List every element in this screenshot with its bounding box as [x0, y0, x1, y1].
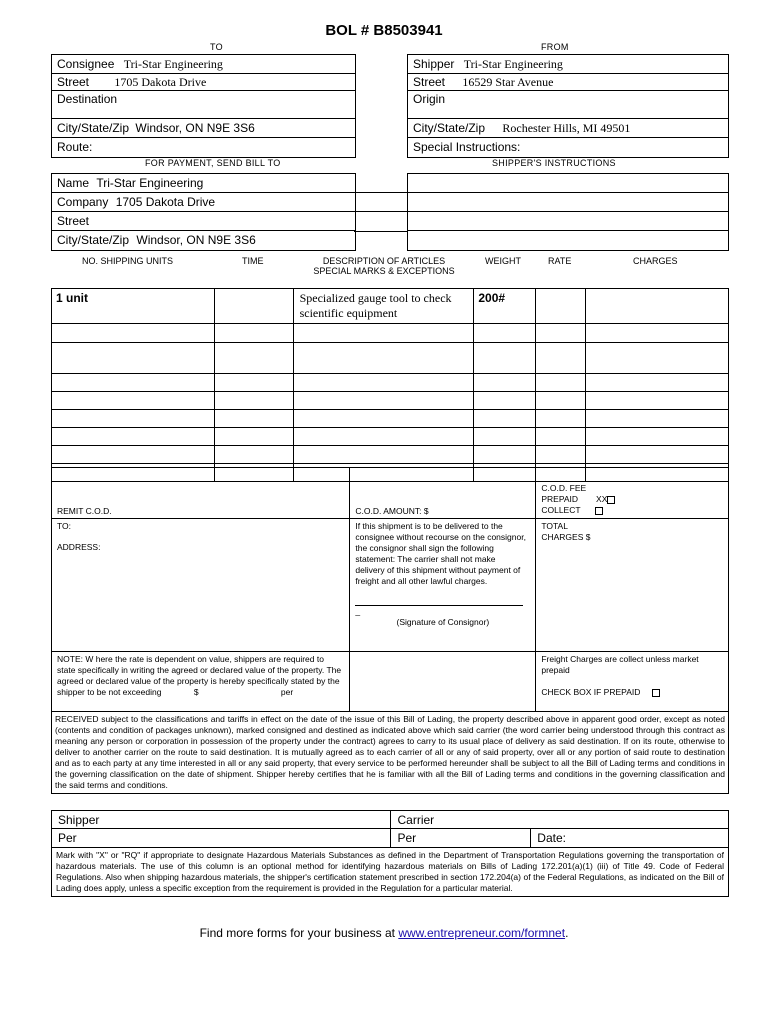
- col-description-line1: DESCRIPTION OF ARTICLES: [322, 256, 446, 266]
- cell[interactable]: [586, 428, 729, 446]
- cod-address-label: ADDRESS:: [57, 542, 101, 552]
- shipper-value: Tri-Star Engineering: [463, 57, 563, 71]
- cell[interactable]: [52, 392, 215, 410]
- description-cell[interactable]: Specialized gauge tool to check scientific equipment: [293, 289, 474, 324]
- cod-section: [51, 467, 729, 794]
- col-charges: CHARGES: [633, 256, 678, 266]
- charges-cell[interactable]: [586, 289, 729, 324]
- city-value: Windsor, ON N9E 3S6: [135, 121, 255, 135]
- instruction-line-3[interactable]: [408, 212, 728, 231]
- col-units: NO. SHIPPING UNITS: [82, 256, 174, 266]
- shipper-instructions-box: [407, 173, 729, 251]
- cell[interactable]: [536, 410, 586, 428]
- route-label: Route:: [57, 140, 93, 154]
- signoff-table: [51, 810, 729, 897]
- note-middle-cell: [350, 652, 536, 712]
- street-label: Street: [413, 75, 446, 89]
- consignee-label: Consignee: [57, 57, 115, 71]
- city-label: City/State/Zip: [57, 121, 130, 135]
- cell[interactable]: [214, 343, 293, 374]
- cod-fee-cell: [536, 468, 729, 519]
- cell[interactable]: [536, 392, 586, 410]
- footer: [0, 926, 768, 940]
- col-description-line2: SPECIAL MARKS & EXCEPTIONS: [313, 266, 455, 276]
- consignee-street-row[interactable]: [52, 74, 355, 91]
- name-label: Name: [57, 176, 90, 190]
- cell[interactable]: [52, 446, 215, 464]
- cell[interactable]: [474, 428, 536, 446]
- cell[interactable]: [586, 324, 729, 343]
- received-terms: RECEIVED subject to the classifications and tariffs in effect on the date of the issue of this Bill of Lading, the property described above in apparent good order, except as noted (contents and condition of packages unknown), marked consigned and destined as indicated above which said carrier (the word carrier being understood through this contract as meaning any person or corporation in possession of the property under the contract) agrees to carry to its usual place of delivery as said destination. If on its route, otherwise to deliver to another carrier on the route to said destination. It is mutually agreed as to each carrier of all or any of said property, over all or any portion of said route to destination and as to each party at any time interested in all or any said property, that every service to be performed hereunder shall be subject to all the Bill of Lading terms and conditions in the governing classification on the date of shipment. Shipper hereby certifies that he is familiar with all the Bill of Lading terms and conditions in the governing classification and the said terms and conditions.: [52, 712, 729, 794]
- street-label: Street: [57, 214, 90, 228]
- cell[interactable]: [586, 374, 729, 392]
- street-value: 16529 Star Avenue: [462, 75, 554, 89]
- note-dollar: $: [193, 687, 199, 697]
- cell[interactable]: [474, 374, 536, 392]
- cell[interactable]: [474, 446, 536, 464]
- cell[interactable]: [293, 428, 474, 446]
- prepaid-checkbox-row[interactable]: [541, 687, 723, 698]
- company-label: Company: [57, 195, 109, 209]
- cell[interactable]: [293, 374, 474, 392]
- shipper-sign-cell[interactable]: Shipper: [52, 811, 391, 829]
- table-row: [52, 428, 729, 446]
- bill-street-row[interactable]: [52, 212, 355, 231]
- check-box-label: CHECK BOX IF PREPAID: [541, 687, 641, 697]
- date-cell[interactable]: Date:: [531, 829, 729, 848]
- carrier-sign-cell[interactable]: Carrier: [391, 811, 729, 829]
- cell[interactable]: [536, 343, 586, 374]
- cell[interactable]: [474, 392, 536, 410]
- cell[interactable]: [214, 374, 293, 392]
- signature-dash: _: [355, 606, 361, 616]
- instruction-line-4[interactable]: [408, 231, 728, 250]
- cod-to-label: TO:: [57, 521, 72, 531]
- bill-name-row[interactable]: [52, 174, 355, 193]
- origin-label: Origin: [413, 92, 446, 106]
- cell[interactable]: [52, 374, 215, 392]
- footer-text: Find more forms for your business at: [199, 926, 399, 940]
- cell[interactable]: [536, 446, 586, 464]
- note-per: per: [280, 687, 294, 697]
- shipper-row[interactable]: [408, 55, 728, 74]
- total-charges-label[interactable]: CHARGES $: [541, 532, 591, 542]
- cell[interactable]: [52, 324, 215, 343]
- prepaid-checkbox[interactable]: [607, 496, 615, 504]
- from-header: FROM: [541, 42, 569, 52]
- city-label: City/State/Zip: [413, 121, 486, 135]
- company-value: 1705 Dakota Drive: [115, 195, 216, 209]
- cell[interactable]: [586, 410, 729, 428]
- prepaid-row[interactable]: [541, 494, 723, 505]
- bill-city-row[interactable]: [52, 231, 355, 250]
- col-weight: WEIGHT: [485, 256, 521, 266]
- city-value: Windsor, ON N9E 3S6: [136, 233, 256, 247]
- prepaid-label: PREPAID: [541, 494, 579, 504]
- total-label: TOTAL: [541, 521, 568, 531]
- table-row: [52, 289, 729, 324]
- signature-label: (Signature of Consignor): [396, 617, 490, 627]
- col-time: TIME: [242, 256, 264, 266]
- destination-row[interactable]: [52, 91, 355, 119]
- destination-label: Destination: [57, 92, 118, 106]
- shipper-city-row[interactable]: [408, 119, 728, 138]
- footer-period: .: [565, 926, 569, 940]
- cell[interactable]: [52, 343, 215, 374]
- cell[interactable]: [214, 392, 293, 410]
- consignee-box: [51, 54, 356, 158]
- cell[interactable]: [52, 410, 215, 428]
- table-row: [52, 324, 729, 343]
- cell[interactable]: [474, 324, 536, 343]
- instruction-line-2[interactable]: [408, 193, 728, 212]
- table-row: [52, 343, 729, 374]
- col-rate: RATE: [548, 256, 572, 266]
- street-label: Street: [57, 75, 90, 89]
- consignor-statement-cell: [350, 519, 536, 652]
- cod-amount-label[interactable]: C.O.D. AMOUNT: $: [350, 468, 536, 519]
- consignor-statement: If this shipment is to be delivered to the consignee without recourse on the consignor, the consignor shall sign the following statement: The carrier shall not make delivery of this shipment without payment of freight and all other lawful charges.: [355, 521, 526, 586]
- col-description: [300, 256, 468, 276]
- cell[interactable]: [293, 343, 474, 374]
- to-header: TO: [210, 42, 223, 52]
- collect-checkbox[interactable]: [595, 507, 603, 515]
- units-cell[interactable]: 1 unit: [52, 289, 215, 324]
- cod-address-cell[interactable]: [52, 519, 350, 652]
- cell[interactable]: [536, 324, 586, 343]
- table-row: [52, 446, 729, 464]
- bill-company-row[interactable]: [52, 193, 355, 212]
- bill-to-box: [51, 173, 356, 251]
- cell[interactable]: [586, 343, 729, 374]
- bol-title: BOL # B8503941: [325, 22, 443, 39]
- note-cell: [52, 652, 350, 712]
- entrepreneur-link[interactable]: www.entrepreneur.com/formnet: [398, 926, 566, 940]
- instruction-line-1[interactable]: [408, 174, 728, 193]
- special-instructions-label: Special Instructions:: [413, 140, 521, 154]
- freight-cell: [536, 652, 729, 712]
- origin-row[interactable]: [408, 91, 728, 119]
- collect-row[interactable]: [541, 505, 723, 516]
- shipper-label: Shipper: [413, 57, 455, 71]
- special-instructions-row[interactable]: [408, 138, 728, 157]
- table-row: [52, 392, 729, 410]
- cell[interactable]: [536, 428, 586, 446]
- street-value: 1705 Dakota Drive: [114, 75, 207, 89]
- cell[interactable]: [586, 446, 729, 464]
- total-charges-cell: [536, 519, 729, 652]
- freight-charges-note: Freight Charges are collect unless market prepaid: [541, 654, 699, 675]
- collect-label: COLLECT: [541, 505, 581, 515]
- table-row: [52, 410, 729, 428]
- cell[interactable]: [586, 392, 729, 410]
- cell[interactable]: [52, 428, 215, 446]
- cell[interactable]: [293, 392, 474, 410]
- shipper-box: [407, 54, 729, 158]
- consignee-value: Tri-Star Engineering: [123, 57, 223, 71]
- cell[interactable]: [474, 343, 536, 374]
- table-row: [52, 374, 729, 392]
- prepaid-mark: XX: [596, 494, 608, 504]
- cell[interactable]: [293, 410, 474, 428]
- cell[interactable]: [474, 410, 536, 428]
- check-box-if-prepaid[interactable]: [652, 689, 660, 697]
- instructions-header: SHIPPER'S INSTRUCTIONS: [492, 158, 616, 168]
- consignee-row[interactable]: [52, 55, 355, 74]
- route-row[interactable]: [52, 138, 355, 157]
- shipper-street-row[interactable]: [408, 74, 728, 91]
- rate-cell[interactable]: [536, 289, 586, 324]
- shipper-per-cell[interactable]: Per: [52, 829, 391, 848]
- cell[interactable]: [214, 410, 293, 428]
- cell[interactable]: [214, 324, 293, 343]
- name-value: Tri-Star Engineering: [96, 176, 204, 190]
- hazmat-notice: Mark with "X" or "RQ" if appropriate to designate Hazardous Materials Substances as defined in the Department of Transportation Regulations governing the transportation of hazardous materials. The use of this column is an optional method for identifying hazardous materials on Bills of Lading 172.201(a)(1) (iii) of Title 49. Code of Federal Regulations. Also when shipping hazardous materials, the shipper's certification statement prescribed in section 172.204(a) of the Federal Regulations, as indicated on the Bill of Lading does apply, unless a specific exception from the requirement is provided in the Regulation for a particular material.: [52, 848, 729, 897]
- carrier-per-cell[interactable]: Per: [391, 829, 531, 848]
- cod-fee-label: C.O.D. FEE: [541, 483, 587, 493]
- time-cell[interactable]: [214, 289, 293, 324]
- payment-header: FOR PAYMENT, SEND BILL TO: [145, 158, 281, 168]
- city-label: City/State/Zip: [57, 233, 130, 247]
- box-connector: [354, 192, 407, 232]
- cell[interactable]: [293, 446, 474, 464]
- cell[interactable]: [293, 324, 474, 343]
- weight-cell[interactable]: 200#: [474, 289, 536, 324]
- remit-cod-label: REMIT C.O.D.: [52, 468, 350, 519]
- consignee-city-row[interactable]: [52, 119, 355, 138]
- city-value: Rochester Hills, MI 49501: [502, 121, 631, 135]
- cell[interactable]: [214, 446, 293, 464]
- cell[interactable]: [536, 374, 586, 392]
- items-table: [51, 288, 729, 482]
- note-text: NOTE: W here the rate is dependent on value, shippers are required to state specifically in writing the agreed or declared value of the property. The agreed or declared value of the property is hereby specifically stated by the shipper to be not exceeding: [57, 654, 342, 697]
- cell[interactable]: [214, 428, 293, 446]
